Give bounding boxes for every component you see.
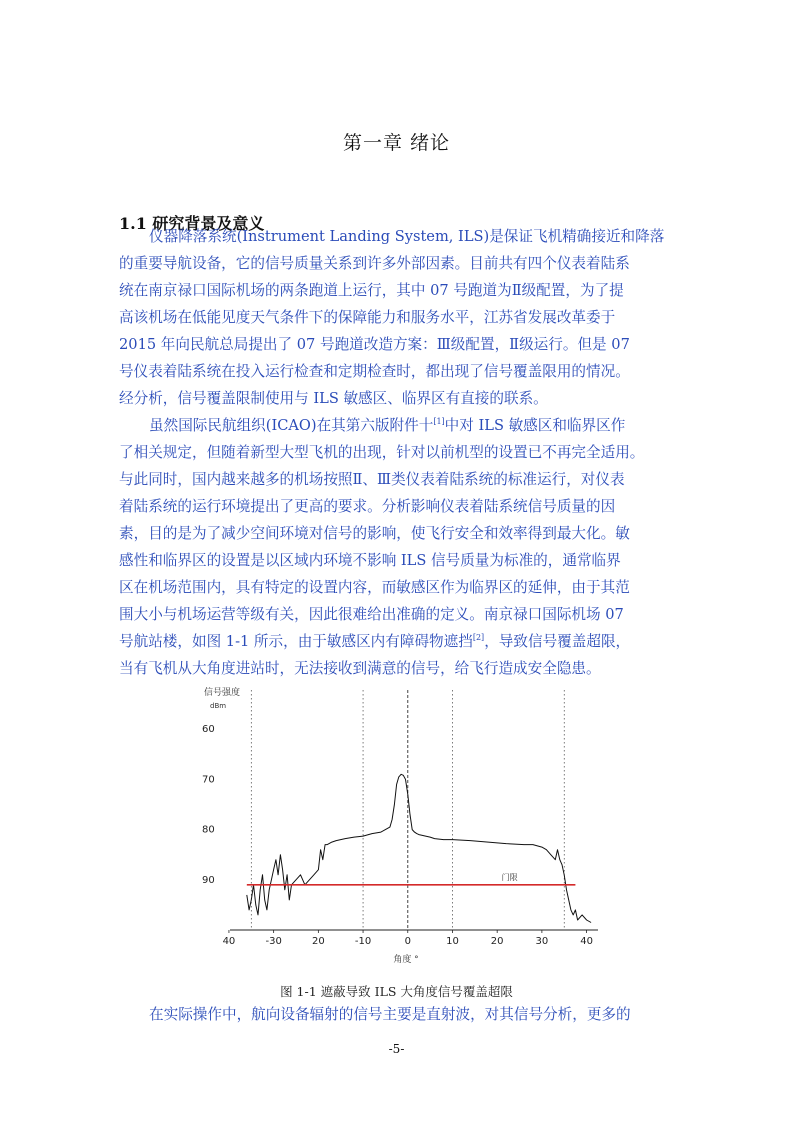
text-line: 感性和临界区的设置是以区域内环境不影响 ILS 信号质量为标准的，通常临界 (119, 552, 621, 569)
text-line: 的重要导航设备，它的信号质量关系到许多外部因素。目前共有四个仪表着陆系 (119, 255, 630, 272)
x-tick-label: 30 (535, 936, 549, 947)
text-segment: 号航站楼，如图 1-1 所示，由于敏感区内有障碍物遮挡 (119, 633, 473, 650)
text-line: 与此同时，国内越来越多的机场按照Ⅱ、Ⅲ类仪表着陆系统的标准运行，对仪表 (119, 471, 625, 488)
y-axis-title: 信号强度 (204, 688, 241, 698)
text-line: 区在机场范围内，具有特定的设置内容，而敏感区作为临界区的延伸，由于其范 (119, 579, 630, 596)
chapter-title: 第一章 绪论 (342, 132, 451, 154)
figure-caption: 图 1-1 遮蔽导致 ILS 大角度信号覆盖超限 (280, 984, 513, 999)
text-line: 仪器降落系统(Instrument Landing System, ILS)是保证飞机精确接近和降落 (149, 228, 665, 245)
x-tick-label: 40 (222, 936, 236, 947)
signal-strength-chart (198, 686, 608, 972)
page-number: -5- (388, 1042, 405, 1056)
figure-1-1 (198, 686, 608, 972)
x-tick-label: 0 (404, 936, 411, 947)
x-tick-label: -30 (265, 936, 282, 947)
y-tick-label: 90 (202, 874, 215, 886)
y-tick-label: 70 (202, 774, 215, 786)
y-tick-label: 80 (202, 824, 215, 836)
x-tick-label: -10 (354, 936, 372, 947)
section-heading: 1.1 研究背景及意义 (119, 214, 265, 233)
text-line: 统在南京禄口国际机场的两条跑道上运行，其中 07 号跑道为Ⅱ级配置，为了提 (119, 282, 624, 299)
citation-ref[interactable]: [1] (433, 417, 445, 427)
x-tick-label: 10 (446, 936, 459, 947)
text-line: 素，目的是为了减少空间环境对信号的影响，使飞行安全和效率得到最大化。敏 (119, 525, 630, 542)
text-line: 当有飞机从大角度进站时，无法接收到满意的信号，给飞行造成安全隐患。 (119, 660, 601, 677)
paragraph-1 (119, 223, 677, 412)
paragraph-2 (119, 412, 677, 682)
text-segment: ，导致信号覆盖超限， (484, 633, 631, 650)
text-segment: 虽然国际民航组织(ICAO)在其第六版附件十 (149, 417, 434, 434)
text-line (119, 412, 677, 439)
text-line: 围大小与机场运营等级有关，因此很难给出准确的定义。南京禄口国际机场 07 (119, 606, 624, 623)
text-line: 在实际操作中，航向设备辐射的信号主要是直射波，对其信号分析，更多的 (149, 1006, 631, 1023)
signal-trace (247, 774, 591, 922)
text-line: 着陆系统的运行环境提出了更高的要求。分析影响仪表着陆系统信号质量的因 (119, 498, 616, 515)
text-line: 经分析，信号覆盖限制使用与 ILS 敏感区、临界区有直接的联系。 (119, 390, 548, 407)
text-line: 高该机场在低能见度天气条件下的保障能力和服务水平，江苏省发展改革委于 (119, 309, 616, 326)
x-tick-label: 20 (490, 936, 504, 947)
text-line: 号仪表着陆系统在投入运行检查和定期检查时，都出现了信号覆盖限用的情况。 (119, 363, 630, 380)
text-line: 2015 年向民航总局提出了 07 号跑道改造方案：Ⅲ级配置，Ⅱ级运行。但是 07 (119, 336, 630, 353)
y-axis-unit: dBm (210, 702, 227, 710)
threshold-label: 门限 (501, 872, 518, 882)
paragraph-3 (119, 1001, 677, 1028)
x-tick-label: 20 (311, 936, 325, 947)
citation-ref[interactable]: [2] (472, 633, 485, 643)
text-line: 了相关规定，但随着新型大型飞机的出现，针对以前机型的设置已不再完全适用。 (119, 444, 645, 461)
text-line (119, 628, 677, 655)
x-axis-title: 角度 ° (393, 955, 419, 965)
text-segment: 中对 ILS 敏感区和临界区作 (444, 417, 626, 434)
y-tick-label: 60 (202, 724, 215, 736)
x-tick-label: 40 (580, 936, 593, 947)
